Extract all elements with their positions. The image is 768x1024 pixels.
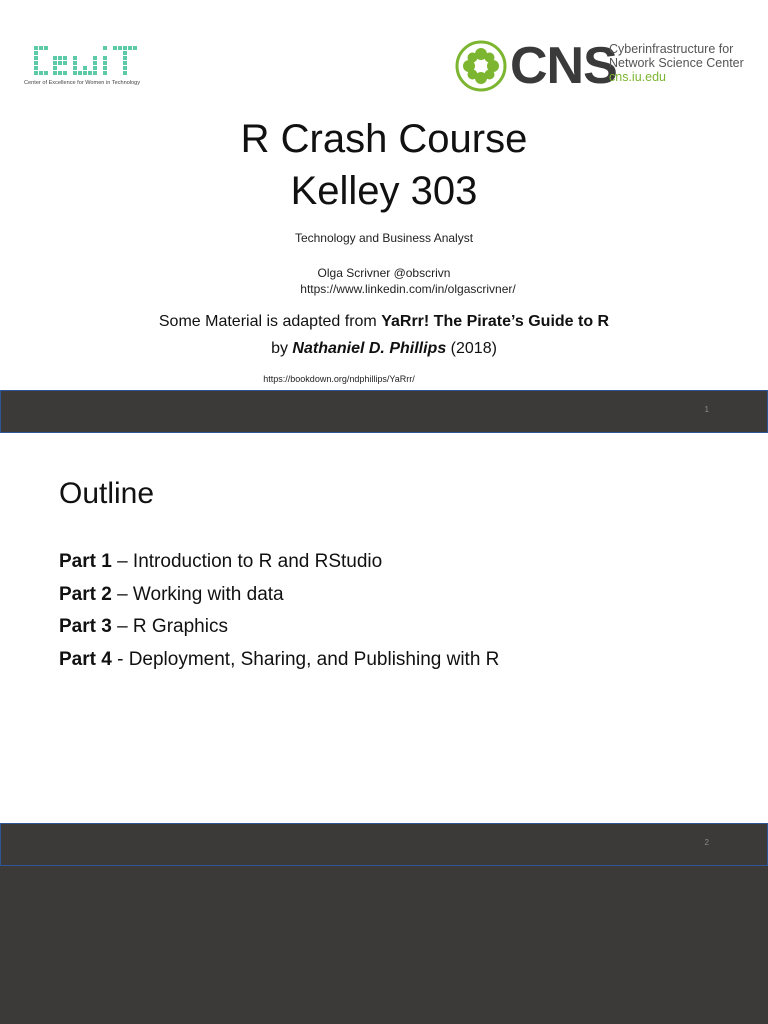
part-text: – Introduction to R and RStudio (111, 551, 383, 572)
cns-flower-icon (455, 40, 507, 92)
cns-line1: Cyberinfrastructure for (609, 42, 734, 56)
slide-2-footer (0, 823, 768, 866)
part-label: Part 1 (59, 551, 112, 572)
part-text: – R Graphics (111, 616, 228, 637)
page-number-2: 2 (704, 838, 709, 847)
by-prefix: by (271, 340, 293, 357)
part-label: Part 2 (59, 583, 112, 605)
outline-list (59, 546, 499, 676)
outline-item (59, 546, 499, 579)
part-label: Part 3 (59, 616, 112, 637)
book-title: YaRrr! The Pirate’s Guide to R (381, 313, 610, 330)
title-line-1: R Crash Course (240, 117, 528, 161)
part-text: – Working with data (111, 583, 284, 605)
book-url-link[interactable]: https://bookdown.org/ndphillips/YaRrr/ (263, 374, 415, 384)
cns-line2: Network Science Center (609, 56, 744, 70)
slide-2 (0, 433, 768, 823)
author: Olga Scrivner @obscrivn (317, 266, 451, 280)
outline-heading: Outline (59, 477, 155, 510)
slide-1-footer (0, 390, 768, 433)
cns-tagline (609, 42, 744, 84)
adapted-prefix: Some Material is adapted from (158, 313, 382, 330)
book-year: (2018) (446, 340, 497, 357)
outline-item (59, 611, 499, 644)
page-number-1: 1 (704, 405, 709, 414)
cns-url: cns.iu.edu (609, 70, 666, 84)
linkedin-link[interactable]: https://www.linkedin.com/in/olgascrivner/ (300, 282, 516, 296)
title-line-2: Kelley 303 (290, 169, 478, 213)
outline-item (59, 579, 499, 612)
outline-item (59, 644, 499, 677)
slide-1 (0, 0, 768, 390)
cewit-subtitle: Center of Excellence for Women in Technology (24, 80, 141, 86)
book-author: Nathaniel D. Phillips (292, 340, 447, 357)
part-text: - Deployment, Sharing, and Publishing with R (111, 648, 500, 670)
part-label: Part 4 (59, 648, 112, 670)
adapted-line (0, 313, 768, 331)
role: Technology and Business Analyst (294, 231, 474, 245)
cns-wordmark: CNS (510, 37, 617, 95)
by-line (0, 340, 768, 358)
